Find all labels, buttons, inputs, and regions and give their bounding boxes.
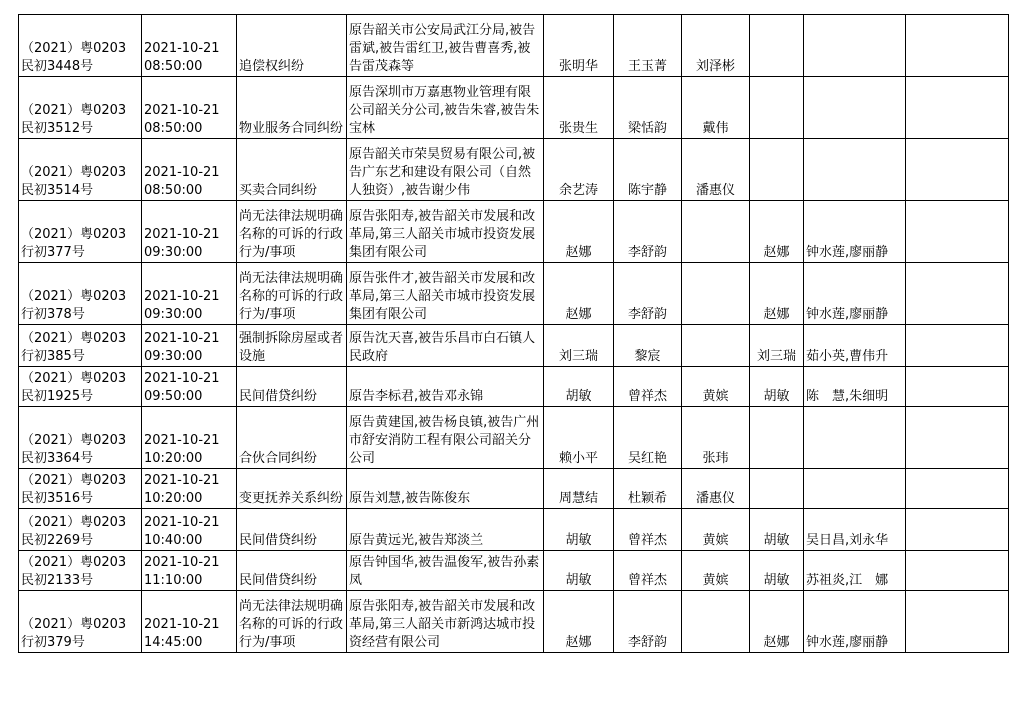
case-number-cell <box>19 139 142 201</box>
case-number-cell <box>19 77 142 139</box>
extra-judge-cell <box>750 469 804 509</box>
panel-member-2-cell <box>682 509 750 551</box>
case-cause-cell <box>237 15 347 77</box>
table-row <box>19 407 1009 469</box>
panel-member-2-text: 黄嫔 <box>702 533 729 548</box>
extra-judge-cell <box>750 77 804 139</box>
extra-members-text: 钟水莲,廖丽静 <box>806 307 889 322</box>
table-row <box>19 263 1009 325</box>
hearing-date: 2021-10-21 <box>144 515 220 530</box>
panel-member-1-text: 陈宇静 <box>627 183 667 198</box>
hearing-date: 2021-10-21 <box>144 433 220 448</box>
panel-member-2-text: 潘惠仪 <box>695 491 735 506</box>
presiding-judge-text: 余艺涛 <box>558 183 598 198</box>
presiding-judge-text: 张明华 <box>558 59 598 74</box>
panel-member-1-text: 曾祥杰 <box>627 389 667 404</box>
hearing-time: 08:50:00 <box>144 59 203 74</box>
extra-judge-cell <box>750 591 804 653</box>
table-row <box>19 139 1009 201</box>
parties-cell <box>347 367 544 407</box>
case-number-cell <box>19 509 142 551</box>
parties-cell <box>347 325 544 367</box>
presiding-judge-text: 赵娜 <box>565 307 592 322</box>
extra-members-cell <box>804 367 906 407</box>
case-number-text: （2021）粤0203民初3514号 <box>21 165 127 198</box>
hearing-date: 2021-10-21 <box>144 473 220 488</box>
presiding-judge-cell <box>544 469 614 509</box>
panel-member-2-text: 戴伟 <box>702 121 729 136</box>
case-number-text: （2021）粤0203民初3448号 <box>21 41 127 74</box>
hearing-time: 08:50:00 <box>144 121 203 136</box>
panel-member-2-text: 刘泽彬 <box>695 59 735 74</box>
case-number-cell <box>19 469 142 509</box>
parties-cell <box>347 201 544 263</box>
parties-cell <box>347 263 544 325</box>
presiding-judge-cell <box>544 367 614 407</box>
panel-member-1-cell <box>614 551 682 591</box>
panel-member-2-cell <box>682 77 750 139</box>
presiding-judge-cell <box>544 77 614 139</box>
case-number-text: （2021）粤0203行初377号 <box>21 227 127 260</box>
presiding-judge-cell <box>544 407 614 469</box>
hearing-datetime-cell <box>142 201 237 263</box>
extra-judge-text: 胡敏 <box>763 389 790 404</box>
hearing-time: 14:45:00 <box>144 635 203 650</box>
case-cause-cell <box>237 201 347 263</box>
case-cause-text: 民间借贷纠纷 <box>239 389 318 404</box>
hearing-datetime-cell <box>142 407 237 469</box>
extra-judge-cell <box>750 139 804 201</box>
presiding-judge-cell <box>544 325 614 367</box>
case-number-text: （2021）粤0203行初378号 <box>21 289 127 322</box>
panel-member-1-text: 梁恬韵 <box>627 121 667 136</box>
case-number-cell <box>19 407 142 469</box>
presiding-judge-cell <box>544 139 614 201</box>
parties-cell <box>347 509 544 551</box>
extra-members-cell <box>804 15 906 77</box>
parties-cell <box>347 15 544 77</box>
case-cause-text: 尚无法律法规明确名称的可诉的行政行为/事项 <box>239 599 344 650</box>
panel-member-1-text: 王玉菁 <box>627 59 667 74</box>
extra-members-cell <box>804 263 906 325</box>
presiding-judge-text: 赖小平 <box>558 451 598 466</box>
parties-cell <box>347 469 544 509</box>
extra-members-cell <box>804 407 906 469</box>
presiding-judge-text: 胡敏 <box>565 573 592 588</box>
hearing-datetime-cell <box>142 551 237 591</box>
parties-text: 原告沈天喜,被告乐昌市白石镇人民政府 <box>349 331 536 364</box>
panel-member-1-cell <box>614 77 682 139</box>
presiding-judge-cell <box>544 263 614 325</box>
presiding-judge-cell <box>544 551 614 591</box>
parties-text: 原告张阳寿,被告韶关市发展和改革局,第三人韶关市城市投资发展集团有限公司 <box>349 209 536 260</box>
presiding-judge-cell <box>544 201 614 263</box>
hearing-date: 2021-10-21 <box>144 371 220 386</box>
case-number-cell <box>19 591 142 653</box>
blank-cell <box>906 201 1009 263</box>
panel-member-1-cell <box>614 263 682 325</box>
blank-cell <box>906 591 1009 653</box>
extra-members-cell <box>804 469 906 509</box>
extra-members-text: 苏祖炎,江 娜 <box>806 573 889 588</box>
case-number-cell <box>19 263 142 325</box>
blank-cell <box>906 15 1009 77</box>
hearing-time: 11:10:00 <box>144 573 203 588</box>
panel-member-1-text: 黎宸 <box>634 349 661 364</box>
case-cause-text: 追偿权纠纷 <box>239 59 305 74</box>
table-row <box>19 77 1009 139</box>
parties-text: 原告深圳市万嘉惠物业管理有限公司韶关分公司,被告朱睿,被告朱宝林 <box>349 85 540 136</box>
extra-judge-cell <box>750 407 804 469</box>
extra-members-cell <box>804 325 906 367</box>
case-number-text: （2021）粤0203民初3516号 <box>21 473 127 506</box>
panel-member-1-cell <box>614 509 682 551</box>
case-number-cell <box>19 325 142 367</box>
table-row <box>19 367 1009 407</box>
panel-member-2-cell <box>682 139 750 201</box>
extra-members-cell <box>804 509 906 551</box>
parties-text: 原告张阳寿,被告韶关市发展和改革局,第三人韶关市新鸿达城市投资经营有限公司 <box>349 599 536 650</box>
panel-member-2-cell <box>682 325 750 367</box>
hearing-time: 10:20:00 <box>144 491 203 506</box>
presiding-judge-text: 胡敏 <box>565 533 592 548</box>
table-row <box>19 469 1009 509</box>
panel-member-1-cell <box>614 367 682 407</box>
extra-members-text: 钟水莲,廖丽静 <box>806 635 889 650</box>
extra-judge-text: 刘三瑞 <box>756 349 796 364</box>
hearing-date: 2021-10-21 <box>144 227 220 242</box>
extra-members-text: 钟水莲,廖丽静 <box>806 245 889 260</box>
case-number-text: （2021）粤0203民初2269号 <box>21 515 127 548</box>
presiding-judge-text: 赵娜 <box>565 635 592 650</box>
extra-members-cell <box>804 139 906 201</box>
case-cause-cell <box>237 367 347 407</box>
parties-cell <box>347 407 544 469</box>
hearing-time: 09:30:00 <box>144 349 203 364</box>
case-number-text: （2021）粤0203行初385号 <box>21 331 127 364</box>
case-number-text: （2021）粤0203民初2133号 <box>21 555 127 588</box>
panel-member-1-text: 李舒韵 <box>627 307 667 322</box>
panel-member-1-text: 李舒韵 <box>627 245 667 260</box>
extra-judge-cell <box>750 509 804 551</box>
panel-member-1-cell <box>614 591 682 653</box>
hearing-datetime-cell <box>142 591 237 653</box>
extra-judge-text: 赵娜 <box>763 245 790 260</box>
panel-member-1-text: 曾祥杰 <box>627 573 667 588</box>
presiding-judge-text: 胡敏 <box>565 389 592 404</box>
hearing-date: 2021-10-21 <box>144 331 220 346</box>
hearing-schedule-table <box>18 14 1009 653</box>
panel-member-2-cell <box>682 263 750 325</box>
panel-member-1-cell <box>614 15 682 77</box>
blank-cell <box>906 551 1009 591</box>
parties-cell <box>347 591 544 653</box>
case-cause-cell <box>237 77 347 139</box>
case-number-text: （2021）粤0203民初3512号 <box>21 103 127 136</box>
blank-cell <box>906 407 1009 469</box>
hearing-date: 2021-10-21 <box>144 555 220 570</box>
presiding-judge-text: 张贵生 <box>558 121 598 136</box>
case-cause-text: 物业服务合同纠纷 <box>239 121 344 136</box>
blank-cell <box>906 77 1009 139</box>
hearing-time: 09:30:00 <box>144 307 203 322</box>
parties-cell <box>347 551 544 591</box>
case-cause-text: 民间借贷纠纷 <box>239 573 318 588</box>
panel-member-2-text: 潘惠仪 <box>695 183 735 198</box>
hearing-time: 09:50:00 <box>144 389 203 404</box>
parties-text: 原告韶关市公安局武江分局,被告雷斌,被告雷红卫,被告曹喜秀,被告雷茂森等 <box>349 23 536 74</box>
case-number-text: （2021）粤0203民初3364号 <box>21 433 127 466</box>
extra-judge-cell <box>750 263 804 325</box>
parties-text: 原告李标君,被告邓永锦 <box>349 389 484 404</box>
panel-member-1-text: 李舒韵 <box>627 635 667 650</box>
case-cause-cell <box>237 551 347 591</box>
parties-text: 原告刘慧,被告陈俊东 <box>349 491 471 506</box>
hearing-datetime-cell <box>142 77 237 139</box>
presiding-judge-cell <box>544 15 614 77</box>
hearing-date: 2021-10-21 <box>144 165 220 180</box>
extra-members-text: 吴日昌,刘永华 <box>806 533 889 548</box>
table-row <box>19 509 1009 551</box>
extra-judge-cell <box>750 15 804 77</box>
case-number-cell <box>19 367 142 407</box>
case-cause-text: 民间借贷纠纷 <box>239 533 318 548</box>
panel-member-1-text: 吴红艳 <box>627 451 667 466</box>
case-cause-text: 合伙合同纠纷 <box>239 451 318 466</box>
table-row <box>19 15 1009 77</box>
hearing-time: 08:50:00 <box>144 183 203 198</box>
panel-member-2-cell <box>682 407 750 469</box>
hearing-time: 09:30:00 <box>144 245 203 260</box>
case-cause-cell <box>237 509 347 551</box>
hearing-datetime-cell <box>142 509 237 551</box>
parties-text: 原告张件才,被告韶关市发展和改革局,第三人韶关市城市投资发展集团有限公司 <box>349 271 536 322</box>
extra-members-cell <box>804 201 906 263</box>
extra-members-text: 茹小英,曹伟升 <box>806 349 889 364</box>
presiding-judge-cell <box>544 591 614 653</box>
panel-member-2-text: 黄嫔 <box>702 389 729 404</box>
extra-members-cell <box>804 551 906 591</box>
hearing-time: 10:40:00 <box>144 533 203 548</box>
panel-member-2-cell <box>682 551 750 591</box>
presiding-judge-text: 赵娜 <box>565 245 592 260</box>
hearing-datetime-cell <box>142 325 237 367</box>
hearing-date: 2021-10-21 <box>144 289 220 304</box>
hearing-date: 2021-10-21 <box>144 103 220 118</box>
case-number-cell <box>19 15 142 77</box>
parties-text: 原告钟国华,被告温俊军,被告孙素凤 <box>349 555 540 588</box>
case-cause-cell <box>237 325 347 367</box>
extra-judge-text: 胡敏 <box>763 573 790 588</box>
table-row <box>19 325 1009 367</box>
presiding-judge-text: 刘三瑞 <box>558 349 598 364</box>
case-number-text: （2021）粤0203行初379号 <box>21 617 127 650</box>
extra-judge-cell <box>750 551 804 591</box>
case-number-cell <box>19 551 142 591</box>
case-number-cell <box>19 201 142 263</box>
case-cause-cell <box>237 469 347 509</box>
panel-member-2-cell <box>682 367 750 407</box>
panel-member-1-cell <box>614 325 682 367</box>
case-cause-text: 尚无法律法规明确名称的可诉的行政行为/事项 <box>239 209 344 260</box>
panel-member-2-cell <box>682 469 750 509</box>
table-row <box>19 551 1009 591</box>
blank-cell <box>906 367 1009 407</box>
hearing-datetime-cell <box>142 469 237 509</box>
panel-member-1-cell <box>614 139 682 201</box>
blank-cell <box>906 139 1009 201</box>
hearing-date: 2021-10-21 <box>144 617 220 632</box>
extra-members-text: 陈 慧,朱细明 <box>806 389 889 404</box>
case-cause-cell <box>237 263 347 325</box>
hearing-datetime-cell <box>142 15 237 77</box>
panel-member-2-text: 张玮 <box>702 451 729 466</box>
panel-member-2-cell <box>682 201 750 263</box>
extra-judge-text: 赵娜 <box>763 635 790 650</box>
case-cause-text: 变更抚养关系纠纷 <box>239 491 344 506</box>
parties-text: 原告韶关市荣昊贸易有限公司,被告广东艺和建设有限公司（自然人独资）,被告谢少伟 <box>349 147 536 198</box>
panel-member-2-cell <box>682 15 750 77</box>
case-cause-cell <box>237 139 347 201</box>
blank-cell <box>906 263 1009 325</box>
case-cause-cell <box>237 591 347 653</box>
presiding-judge-text: 周慧结 <box>558 491 598 506</box>
case-cause-text: 买卖合同纠纷 <box>239 183 318 198</box>
extra-judge-cell <box>750 325 804 367</box>
extra-judge-cell <box>750 201 804 263</box>
parties-cell <box>347 139 544 201</box>
case-cause-text: 尚无法律法规明确名称的可诉的行政行为/事项 <box>239 271 344 322</box>
blank-cell <box>906 325 1009 367</box>
extra-members-cell <box>804 591 906 653</box>
parties-cell <box>347 77 544 139</box>
panel-member-1-text: 杜颖希 <box>627 491 667 506</box>
table-row <box>19 591 1009 653</box>
hearing-datetime-cell <box>142 263 237 325</box>
presiding-judge-cell <box>544 509 614 551</box>
hearing-date: 2021-10-21 <box>144 41 220 56</box>
case-cause-cell <box>237 407 347 469</box>
case-number-text: （2021）粤0203民初1925号 <box>21 371 127 404</box>
table-row <box>19 201 1009 263</box>
parties-text: 原告黄建国,被告杨良镇,被告广州市舒安消防工程有限公司韶关分公司 <box>349 415 540 466</box>
extra-judge-text: 胡敏 <box>763 533 790 548</box>
hearing-datetime-cell <box>142 367 237 407</box>
hearing-datetime-cell <box>142 139 237 201</box>
blank-cell <box>906 509 1009 551</box>
panel-member-1-cell <box>614 201 682 263</box>
case-cause-text: 强制拆除房屋或者设施 <box>239 331 344 364</box>
panel-member-1-cell <box>614 469 682 509</box>
extra-judge-cell <box>750 367 804 407</box>
blank-cell <box>906 469 1009 509</box>
hearing-time: 10:20:00 <box>144 451 203 466</box>
extra-members-cell <box>804 77 906 139</box>
panel-member-1-cell <box>614 407 682 469</box>
extra-judge-text: 赵娜 <box>763 307 790 322</box>
parties-text: 原告黄远光,被告郑淡兰 <box>349 533 484 548</box>
panel-member-2-text: 黄嫔 <box>702 573 729 588</box>
panel-member-1-text: 曾祥杰 <box>627 533 667 548</box>
panel-member-2-cell <box>682 591 750 653</box>
